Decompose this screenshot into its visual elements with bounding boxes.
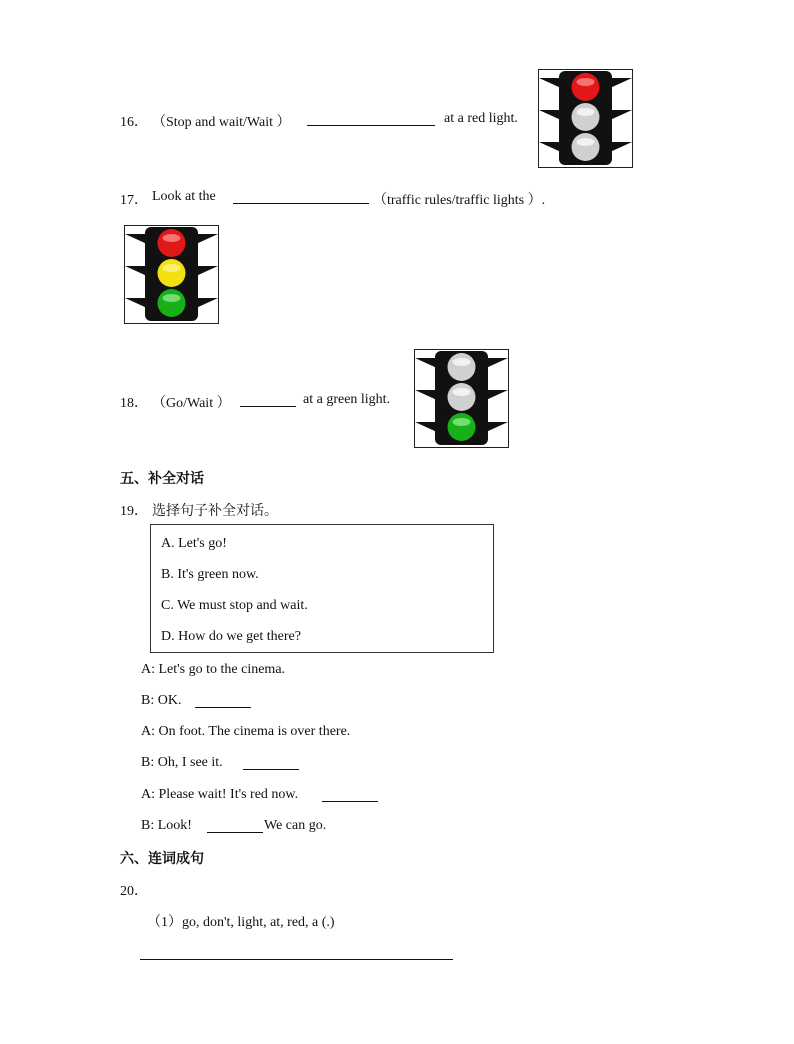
dialogue-blank-4[interactable] bbox=[207, 820, 263, 833]
yellow-lamp-off bbox=[448, 383, 476, 411]
green-lamp-off bbox=[572, 133, 600, 161]
q20-number: 20． bbox=[120, 884, 148, 899]
q18-tail: at a green light. bbox=[303, 392, 391, 407]
dialogue-blank-3[interactable] bbox=[322, 789, 378, 802]
q16-answer-blank[interactable] bbox=[307, 113, 435, 126]
traffic-light-green-image bbox=[414, 349, 509, 448]
q17-options: （traffic rules/traffic lights ）. bbox=[373, 193, 546, 208]
dialogue-line-1: A: Let's go to the cinema. bbox=[141, 662, 286, 677]
q18-options: （Go/Wait ） bbox=[152, 396, 231, 411]
traffic-light-red-image bbox=[538, 69, 633, 168]
dialogue-blank-1[interactable] bbox=[195, 695, 251, 708]
yellow-lamp-off bbox=[572, 103, 600, 131]
q19-instruction: 选择句子补全对话。 bbox=[152, 503, 278, 519]
q19-options-box bbox=[150, 524, 494, 653]
q16-tail: at a red light. bbox=[444, 111, 518, 126]
q18-answer-blank[interactable] bbox=[240, 394, 296, 407]
green-lamp-on bbox=[448, 413, 476, 441]
section-5-title: 五、补全对话 bbox=[120, 471, 204, 487]
dialogue-blank-2[interactable] bbox=[243, 757, 299, 770]
option-d: D. How do we get there? bbox=[161, 629, 301, 644]
yellow-lamp-on bbox=[158, 259, 186, 287]
red-lamp-off bbox=[448, 353, 476, 381]
option-a: A. Let's go! bbox=[161, 536, 227, 551]
q17-lead: Look at the bbox=[152, 189, 216, 204]
traffic-light-all-on-image bbox=[124, 225, 219, 324]
dialogue-line-3: A: On foot. The cinema is over there. bbox=[141, 724, 351, 739]
red-lamp-on bbox=[158, 229, 186, 257]
section-6-title: 六、连词成句 bbox=[120, 851, 204, 867]
q20-answer-line[interactable] bbox=[140, 959, 453, 960]
green-lamp-on bbox=[158, 289, 186, 317]
dialogue-line-5: A: Please wait! It's red now. bbox=[141, 787, 299, 802]
q16-options: （Stop and wait/Wait ） bbox=[152, 115, 291, 130]
q17-number: 17． bbox=[120, 193, 148, 208]
dialogue-line-6-end: We can go. bbox=[264, 818, 327, 833]
option-b: B. It's green now. bbox=[161, 567, 259, 582]
dialogue-line-2: B: OK. bbox=[141, 693, 182, 708]
option-c: C. We must stop and wait. bbox=[161, 598, 308, 613]
q18-number: 18． bbox=[120, 396, 148, 411]
dialogue-line-6-start: B: Look! bbox=[141, 818, 192, 833]
red-lamp-on bbox=[572, 73, 600, 101]
q19-number: 19． bbox=[120, 504, 148, 519]
q16-number: 16． bbox=[120, 115, 148, 130]
dialogue-line-4: B: Oh, I see it. bbox=[141, 755, 223, 770]
q20-item-1: （1）go, don't, light, at, red, a (.) bbox=[147, 915, 335, 930]
q17-answer-blank[interactable] bbox=[233, 191, 369, 204]
